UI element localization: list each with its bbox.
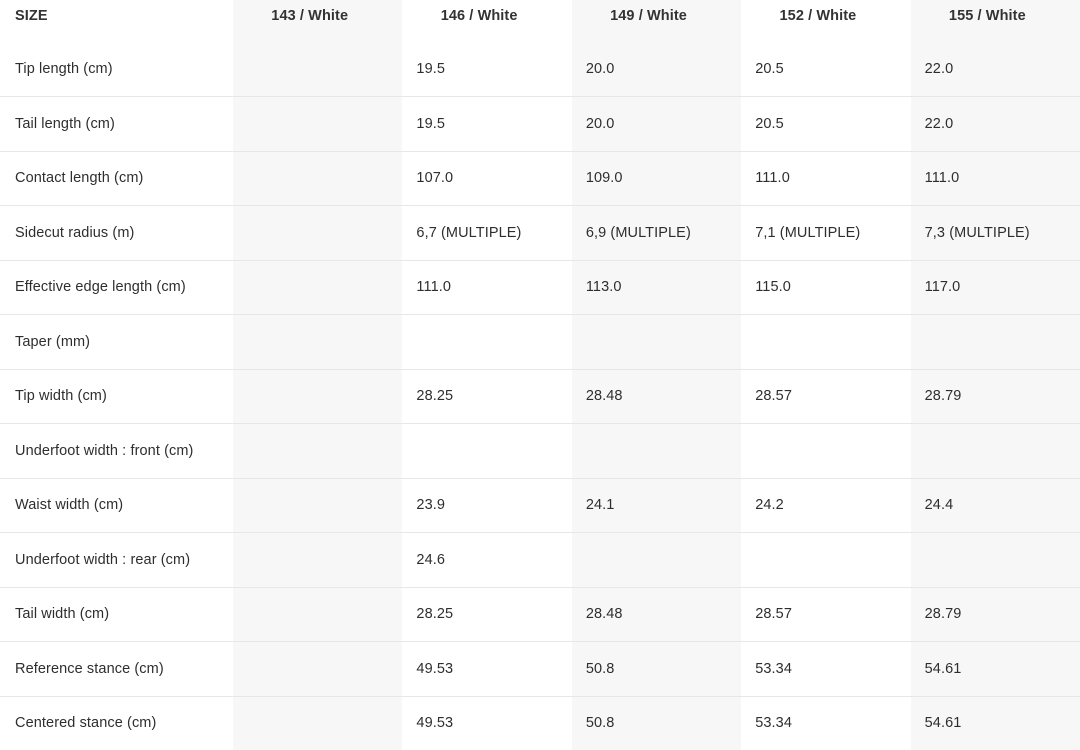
table-row — [0, 96, 1080, 151]
value-cell: 111.0 — [402, 261, 571, 315]
row-label: Tail width (cm) — [0, 588, 233, 642]
value-cell: 24.6 — [402, 533, 571, 587]
table-row — [0, 423, 1080, 478]
value-cell — [233, 97, 402, 151]
table-row — [0, 532, 1080, 587]
value-cell: 113.0 — [572, 261, 741, 315]
value-cell: 19.5 — [402, 42, 571, 97]
value-cell: 28.79 — [911, 370, 1080, 424]
table-row — [0, 42, 1080, 97]
table-row — [0, 369, 1080, 424]
value-cell — [402, 424, 571, 478]
value-cell — [233, 697, 402, 750]
row-label: Tip width (cm) — [0, 370, 233, 424]
value-cell — [233, 206, 402, 260]
value-cell: 50.8 — [572, 642, 741, 696]
value-cell — [233, 588, 402, 642]
value-cell — [911, 424, 1080, 478]
row-label: Underfoot width : rear (cm) — [0, 533, 233, 587]
value-cell — [911, 315, 1080, 369]
row-label: Reference stance (cm) — [0, 642, 233, 696]
value-cell: 28.25 — [402, 588, 571, 642]
table-row — [0, 151, 1080, 206]
value-cell: 22.0 — [911, 42, 1080, 97]
value-cell: 22.0 — [911, 97, 1080, 151]
row-label: Effective edge length (cm) — [0, 261, 233, 315]
row-label: Taper (mm) — [0, 315, 233, 369]
value-cell — [233, 261, 402, 315]
size-header-cell: SIZE — [0, 0, 233, 42]
value-cell: 28.57 — [741, 370, 910, 424]
value-cell: 111.0 — [911, 152, 1080, 206]
table-row — [0, 314, 1080, 369]
row-label: Waist width (cm) — [0, 479, 233, 533]
value-cell — [233, 424, 402, 478]
value-cell: 20.0 — [572, 97, 741, 151]
value-cell — [233, 370, 402, 424]
table-row — [0, 587, 1080, 642]
value-cell — [741, 315, 910, 369]
value-cell: 7,3 (MULTIPLE) — [911, 206, 1080, 260]
value-cell — [233, 533, 402, 587]
value-cell — [741, 424, 910, 478]
value-cell: 20.0 — [572, 42, 741, 97]
row-label: Centered stance (cm) — [0, 697, 233, 750]
value-cell: 53.34 — [741, 642, 910, 696]
value-cell: 109.0 — [572, 152, 741, 206]
value-cell: 117.0 — [911, 261, 1080, 315]
value-cell: 7,1 (MULTIPLE) — [741, 206, 910, 260]
value-cell: 107.0 — [402, 152, 571, 206]
value-cell: 115.0 — [741, 261, 910, 315]
value-cell: 28.48 — [572, 370, 741, 424]
header-row — [0, 0, 1080, 42]
value-cell: 6,9 (MULTIPLE) — [572, 206, 741, 260]
value-cell: 19.5 — [402, 97, 571, 151]
value-cell: 24.2 — [741, 479, 910, 533]
value-cell — [233, 479, 402, 533]
value-cell: 20.5 — [741, 97, 910, 151]
value-cell — [911, 533, 1080, 587]
value-cell: 28.57 — [741, 588, 910, 642]
table-row — [0, 205, 1080, 260]
table-row — [0, 641, 1080, 696]
value-cell: 28.25 — [402, 370, 571, 424]
table-row — [0, 696, 1080, 750]
value-cell: 28.48 — [572, 588, 741, 642]
table-row — [0, 260, 1080, 315]
row-label: Underfoot width : front (cm) — [0, 424, 233, 478]
value-cell: 23.9 — [402, 479, 571, 533]
column-header: 149 / White — [572, 0, 741, 42]
column-header: 143 / White — [233, 0, 402, 42]
value-cell: 20.5 — [741, 42, 910, 97]
value-cell: 24.1 — [572, 479, 741, 533]
row-label: Sidecut radius (m) — [0, 206, 233, 260]
value-cell — [572, 533, 741, 587]
value-cell: 54.61 — [911, 642, 1080, 696]
value-cell — [233, 152, 402, 206]
table-body — [0, 42, 1080, 750]
row-label: Contact length (cm) — [0, 152, 233, 206]
value-cell: 111.0 — [741, 152, 910, 206]
value-cell: 24.4 — [911, 479, 1080, 533]
value-cell: 6,7 (MULTIPLE) — [402, 206, 571, 260]
row-label: Tail length (cm) — [0, 97, 233, 151]
value-cell — [741, 533, 910, 587]
row-label: Tip length (cm) — [0, 42, 233, 97]
column-header: 155 / White — [911, 0, 1080, 42]
value-cell — [233, 642, 402, 696]
column-header: 152 / White — [741, 0, 910, 42]
value-cell: 28.79 — [911, 588, 1080, 642]
table-row — [0, 478, 1080, 533]
value-cell: 53.34 — [741, 697, 910, 750]
value-cell: 50.8 — [572, 697, 741, 750]
value-cell — [572, 424, 741, 478]
value-cell: 49.53 — [402, 642, 571, 696]
value-cell — [572, 315, 741, 369]
value-cell: 54.61 — [911, 697, 1080, 750]
value-cell: 49.53 — [402, 697, 571, 750]
value-cell — [233, 315, 402, 369]
value-cell — [233, 42, 402, 97]
column-header: 146 / White — [402, 0, 571, 42]
value-cell — [402, 315, 571, 369]
